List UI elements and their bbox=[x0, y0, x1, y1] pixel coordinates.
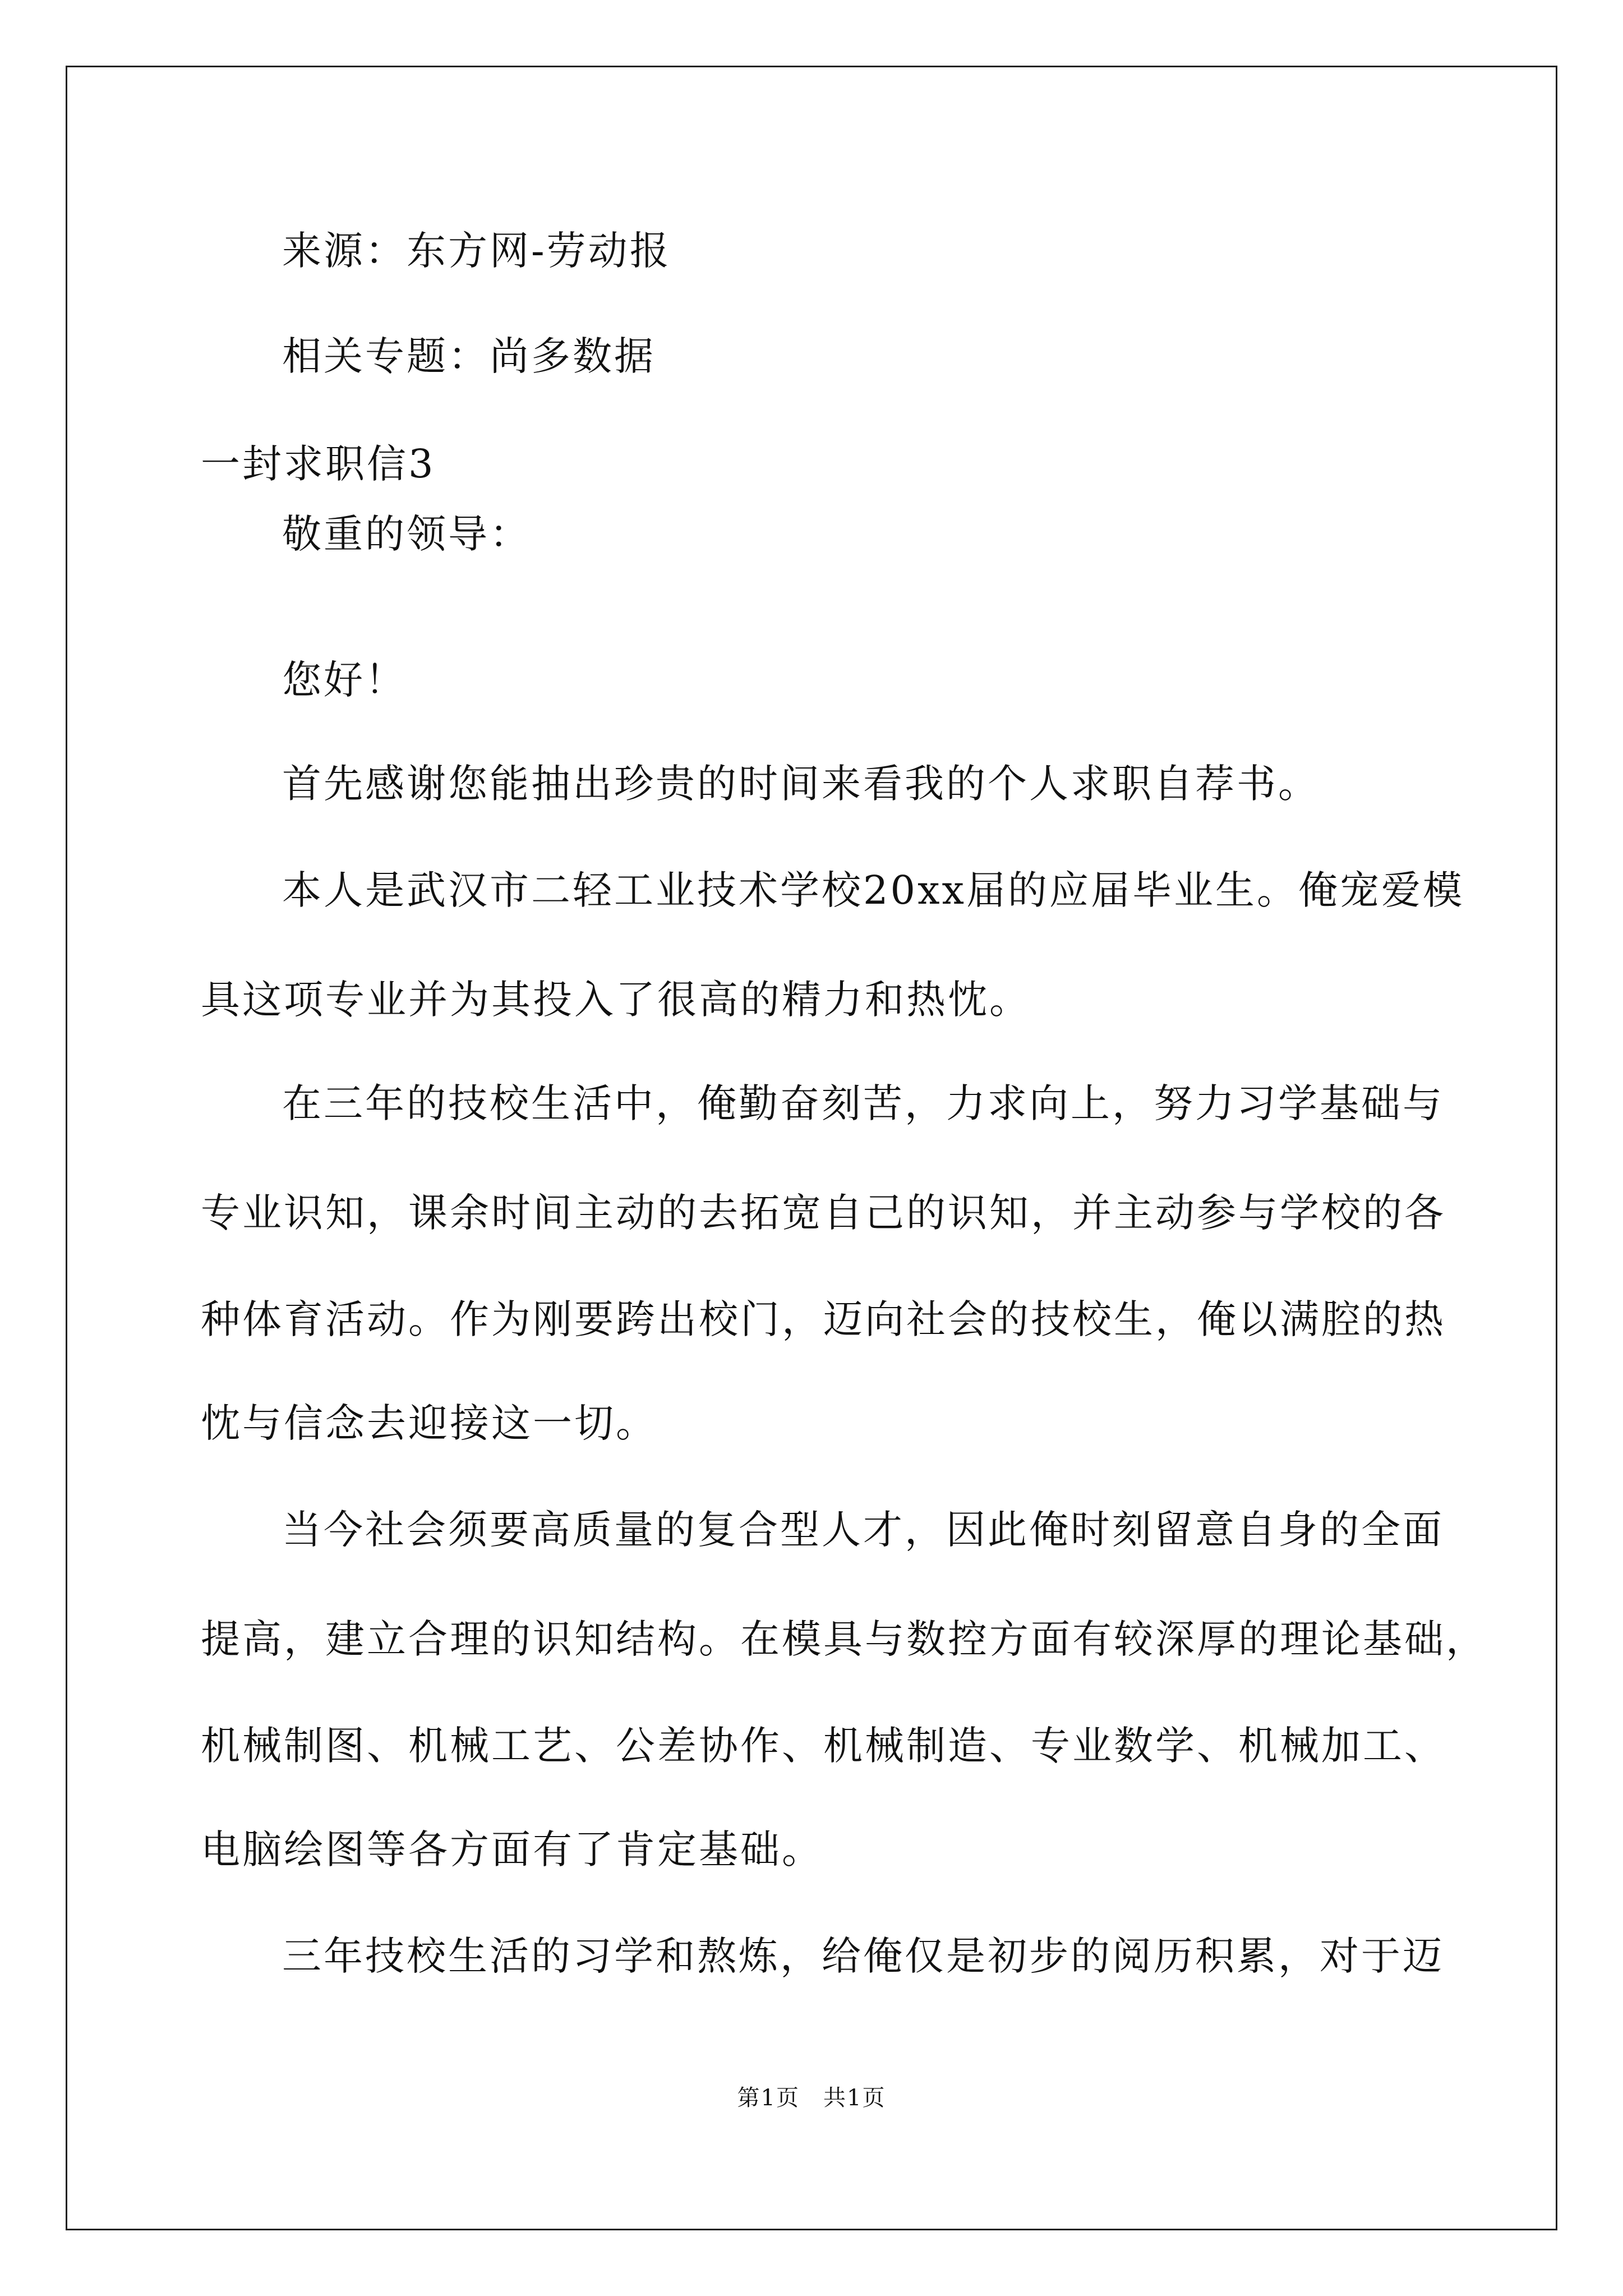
paragraph-line: 当今社会须要高质量的复合型人才，因此俺时刻留意自身的全面 bbox=[282, 1507, 1444, 1553]
paragraph-line: 在三年的技校生活中，俺勤奋刻苦，力求向上，努力习学基础与 bbox=[282, 1080, 1444, 1126]
greeting: 您好！ bbox=[282, 657, 407, 703]
paragraph-line: 忱与信念去迎接这一切。 bbox=[201, 1400, 657, 1446]
paragraph-line: 种体育活动。作为刚要跨出校门，迈向社会的技校生，俺以满腔的热 bbox=[201, 1296, 1446, 1342]
page-footer bbox=[0, 2084, 1623, 2112]
paragraph-line: 具这项专业并为其投入了很高的精力和热忱。 bbox=[201, 977, 1031, 1023]
page-number: 第1页 bbox=[737, 2085, 800, 2111]
paragraph-line: 电脑绘图等各方面有了肯定基础。 bbox=[201, 1826, 823, 1872]
paragraph-line: 首先感谢您能抽出珍贵的时间来看我的个人求职自荐书。 bbox=[282, 761, 1320, 807]
salutation: 敬重的领导： bbox=[282, 511, 531, 557]
paragraph-line: 提高，建立合理的识知结构。在模具与数控方面有较深厚的理论基础， bbox=[201, 1616, 1487, 1662]
paragraph-line: 本人是武汉市二轻工业技术学校20xx届的应届毕业生。俺宠爱模 bbox=[282, 867, 1465, 913]
paragraph-line: 三年技校生活的习学和熬炼，给俺仅是初步的阅历积累，对于迈 bbox=[282, 1933, 1444, 1979]
letter-title: 一封求职信3 bbox=[201, 441, 436, 487]
page-border bbox=[66, 66, 1557, 2230]
paragraph-line: 专业识知，课余时间主动的去拓宽自己的识知，并主动参与学校的各 bbox=[201, 1190, 1446, 1236]
source-line: 来源：东方网-劳动报 bbox=[282, 228, 671, 274]
paragraph-line: 机械制图、机械工艺、公差协作、机械制造、专业数学、机械加工、 bbox=[201, 1723, 1446, 1769]
page-total: 共1页 bbox=[823, 2085, 886, 2111]
related-topic-line: 相关专题：尚多数据 bbox=[282, 333, 656, 379]
